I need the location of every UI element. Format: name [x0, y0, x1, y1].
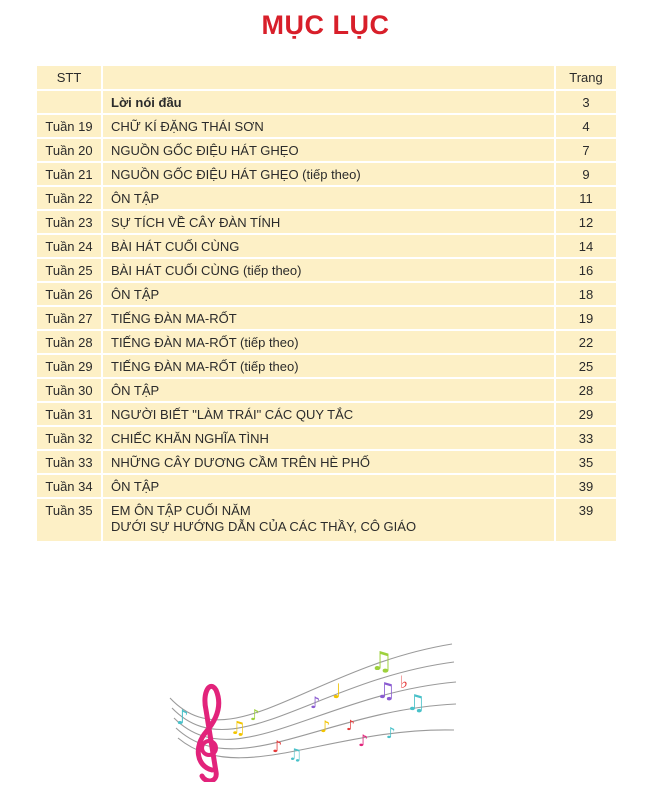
row-week: Tuần 30 — [36, 378, 102, 402]
row-page: 11 — [555, 186, 617, 210]
row-page: 16 — [555, 258, 617, 282]
table-row — [36, 378, 617, 402]
table-row — [36, 426, 617, 450]
row-page: 39 — [555, 474, 617, 498]
svg-text:♪: ♪ — [346, 718, 355, 734]
svg-text:♪: ♪ — [358, 731, 369, 750]
table-row — [36, 90, 617, 114]
row-page: 14 — [555, 234, 617, 258]
row-title: SỰ TÍCH VỀ CÂY ĐÀN TÍNH — [102, 210, 555, 234]
row-week: Tuần 25 — [36, 258, 102, 282]
row-week: Tuần 35 — [36, 498, 102, 542]
row-title: CHỮ KÍ ĐẶNG THÁI SƠN — [102, 114, 555, 138]
table-of-contents — [35, 64, 618, 543]
svg-text:♫: ♫ — [370, 647, 394, 677]
svg-text:♪: ♪ — [386, 724, 396, 742]
table-row — [36, 162, 617, 186]
row-page: 3 — [555, 90, 617, 114]
row-week: Tuần 33 — [36, 450, 102, 474]
table-row — [36, 138, 617, 162]
row-week: Tuần 20 — [36, 138, 102, 162]
music-staff-with-notes-icon — [160, 632, 460, 782]
row-page: 28 — [555, 378, 617, 402]
row-week: Tuần 24 — [36, 234, 102, 258]
row-page: 4 — [555, 114, 617, 138]
table-row — [36, 186, 617, 210]
row-week: Tuần 19 — [36, 114, 102, 138]
row-title: ÔN TẬP — [102, 186, 555, 210]
svg-text:♫: ♫ — [376, 679, 396, 704]
row-week: Tuần 34 — [36, 474, 102, 498]
row-title: ÔN TẬP — [102, 474, 555, 498]
row-title: BÀI HÁT CUỐI CÙNG (tiếp theo) — [102, 258, 555, 282]
table-row — [36, 402, 617, 426]
header-title — [102, 65, 555, 90]
svg-text:♩: ♩ — [332, 679, 342, 703]
row-title: TIẾNG ĐÀN MA-RỐT (tiếp theo) — [102, 330, 555, 354]
row-title: CHIẾC KHĂN NGHĨA TÌNH — [102, 426, 555, 450]
table-header-row — [36, 65, 617, 90]
row-week: Tuần 23 — [36, 210, 102, 234]
row-title: TIẾNG ĐÀN MA-RỐT (tiếp theo) — [102, 354, 555, 378]
row-title: NGUỒN GỐC ĐIỆU HÁT GHẸO — [102, 138, 555, 162]
svg-text:♪: ♪ — [320, 717, 331, 736]
table-row — [36, 330, 617, 354]
svg-text:♪: ♪ — [176, 705, 189, 729]
row-page: 7 — [555, 138, 617, 162]
row-page: 33 — [555, 426, 617, 450]
svg-text:♪: ♪ — [310, 693, 321, 712]
row-title: Lời nói đầu — [102, 90, 555, 114]
row-week: Tuần 28 — [36, 330, 102, 354]
row-page: 18 — [555, 282, 617, 306]
row-week: Tuần 22 — [36, 186, 102, 210]
row-week: Tuần 21 — [36, 162, 102, 186]
table-row — [36, 354, 617, 378]
header-page: Trang — [555, 65, 617, 90]
table-row — [36, 474, 617, 498]
page-title: MỤC LỤC — [261, 10, 390, 40]
row-title: ÔN TẬP — [102, 282, 555, 306]
row-title-line-2: DƯỚI SỰ HƯỚNG DẪN CỦA CÁC THẦY, CÔ GIÁO — [111, 519, 417, 534]
table-row — [36, 258, 617, 282]
row-page: 39 — [555, 498, 617, 542]
svg-text:♪: ♪ — [272, 737, 283, 756]
table-row — [36, 114, 617, 138]
row-title: BÀI HÁT CUỐI CÙNG — [102, 234, 555, 258]
svg-text:♫: ♫ — [288, 745, 303, 764]
row-page: 35 — [555, 450, 617, 474]
svg-text:♭: ♭ — [400, 673, 409, 693]
row-title: NHỮNG CÂY DƯƠNG CẦM TRÊN HÈ PHỐ — [102, 450, 555, 474]
table-row — [36, 282, 617, 306]
row-title: NGƯỜI BIẾT "LÀM TRÁI" CÁC QUY TẮC — [102, 402, 555, 426]
svg-text:♫: ♫ — [230, 718, 247, 739]
row-title: TIẾNG ĐÀN MA-RỐT — [102, 306, 555, 330]
table-row — [36, 234, 617, 258]
row-week: Tuần 29 — [36, 354, 102, 378]
row-page: 9 — [555, 162, 617, 186]
table-row — [36, 450, 617, 474]
table-row — [36, 306, 617, 330]
row-title: ÔN TẬP — [102, 378, 555, 402]
row-page: 19 — [555, 306, 617, 330]
row-page: 22 — [555, 330, 617, 354]
row-title — [102, 498, 555, 542]
row-page: 12 — [555, 210, 617, 234]
row-week: Tuần 26 — [36, 282, 102, 306]
table-row — [36, 210, 617, 234]
row-page: 29 — [555, 402, 617, 426]
svg-text:♪: ♪ — [250, 706, 260, 724]
row-week — [36, 90, 102, 114]
row-title-line-1: EM ÔN TẬP CUỐI NĂM — [111, 503, 251, 518]
svg-text:♫: ♫ — [406, 691, 426, 716]
row-week: Tuần 31 — [36, 402, 102, 426]
row-title: NGUỒN GỐC ĐIỆU HÁT GHẸO (tiếp theo) — [102, 162, 555, 186]
row-page: 25 — [555, 354, 617, 378]
row-week: Tuần 27 — [36, 306, 102, 330]
header-stt: STT — [36, 65, 102, 90]
table-row — [36, 498, 617, 542]
row-week: Tuần 32 — [36, 426, 102, 450]
